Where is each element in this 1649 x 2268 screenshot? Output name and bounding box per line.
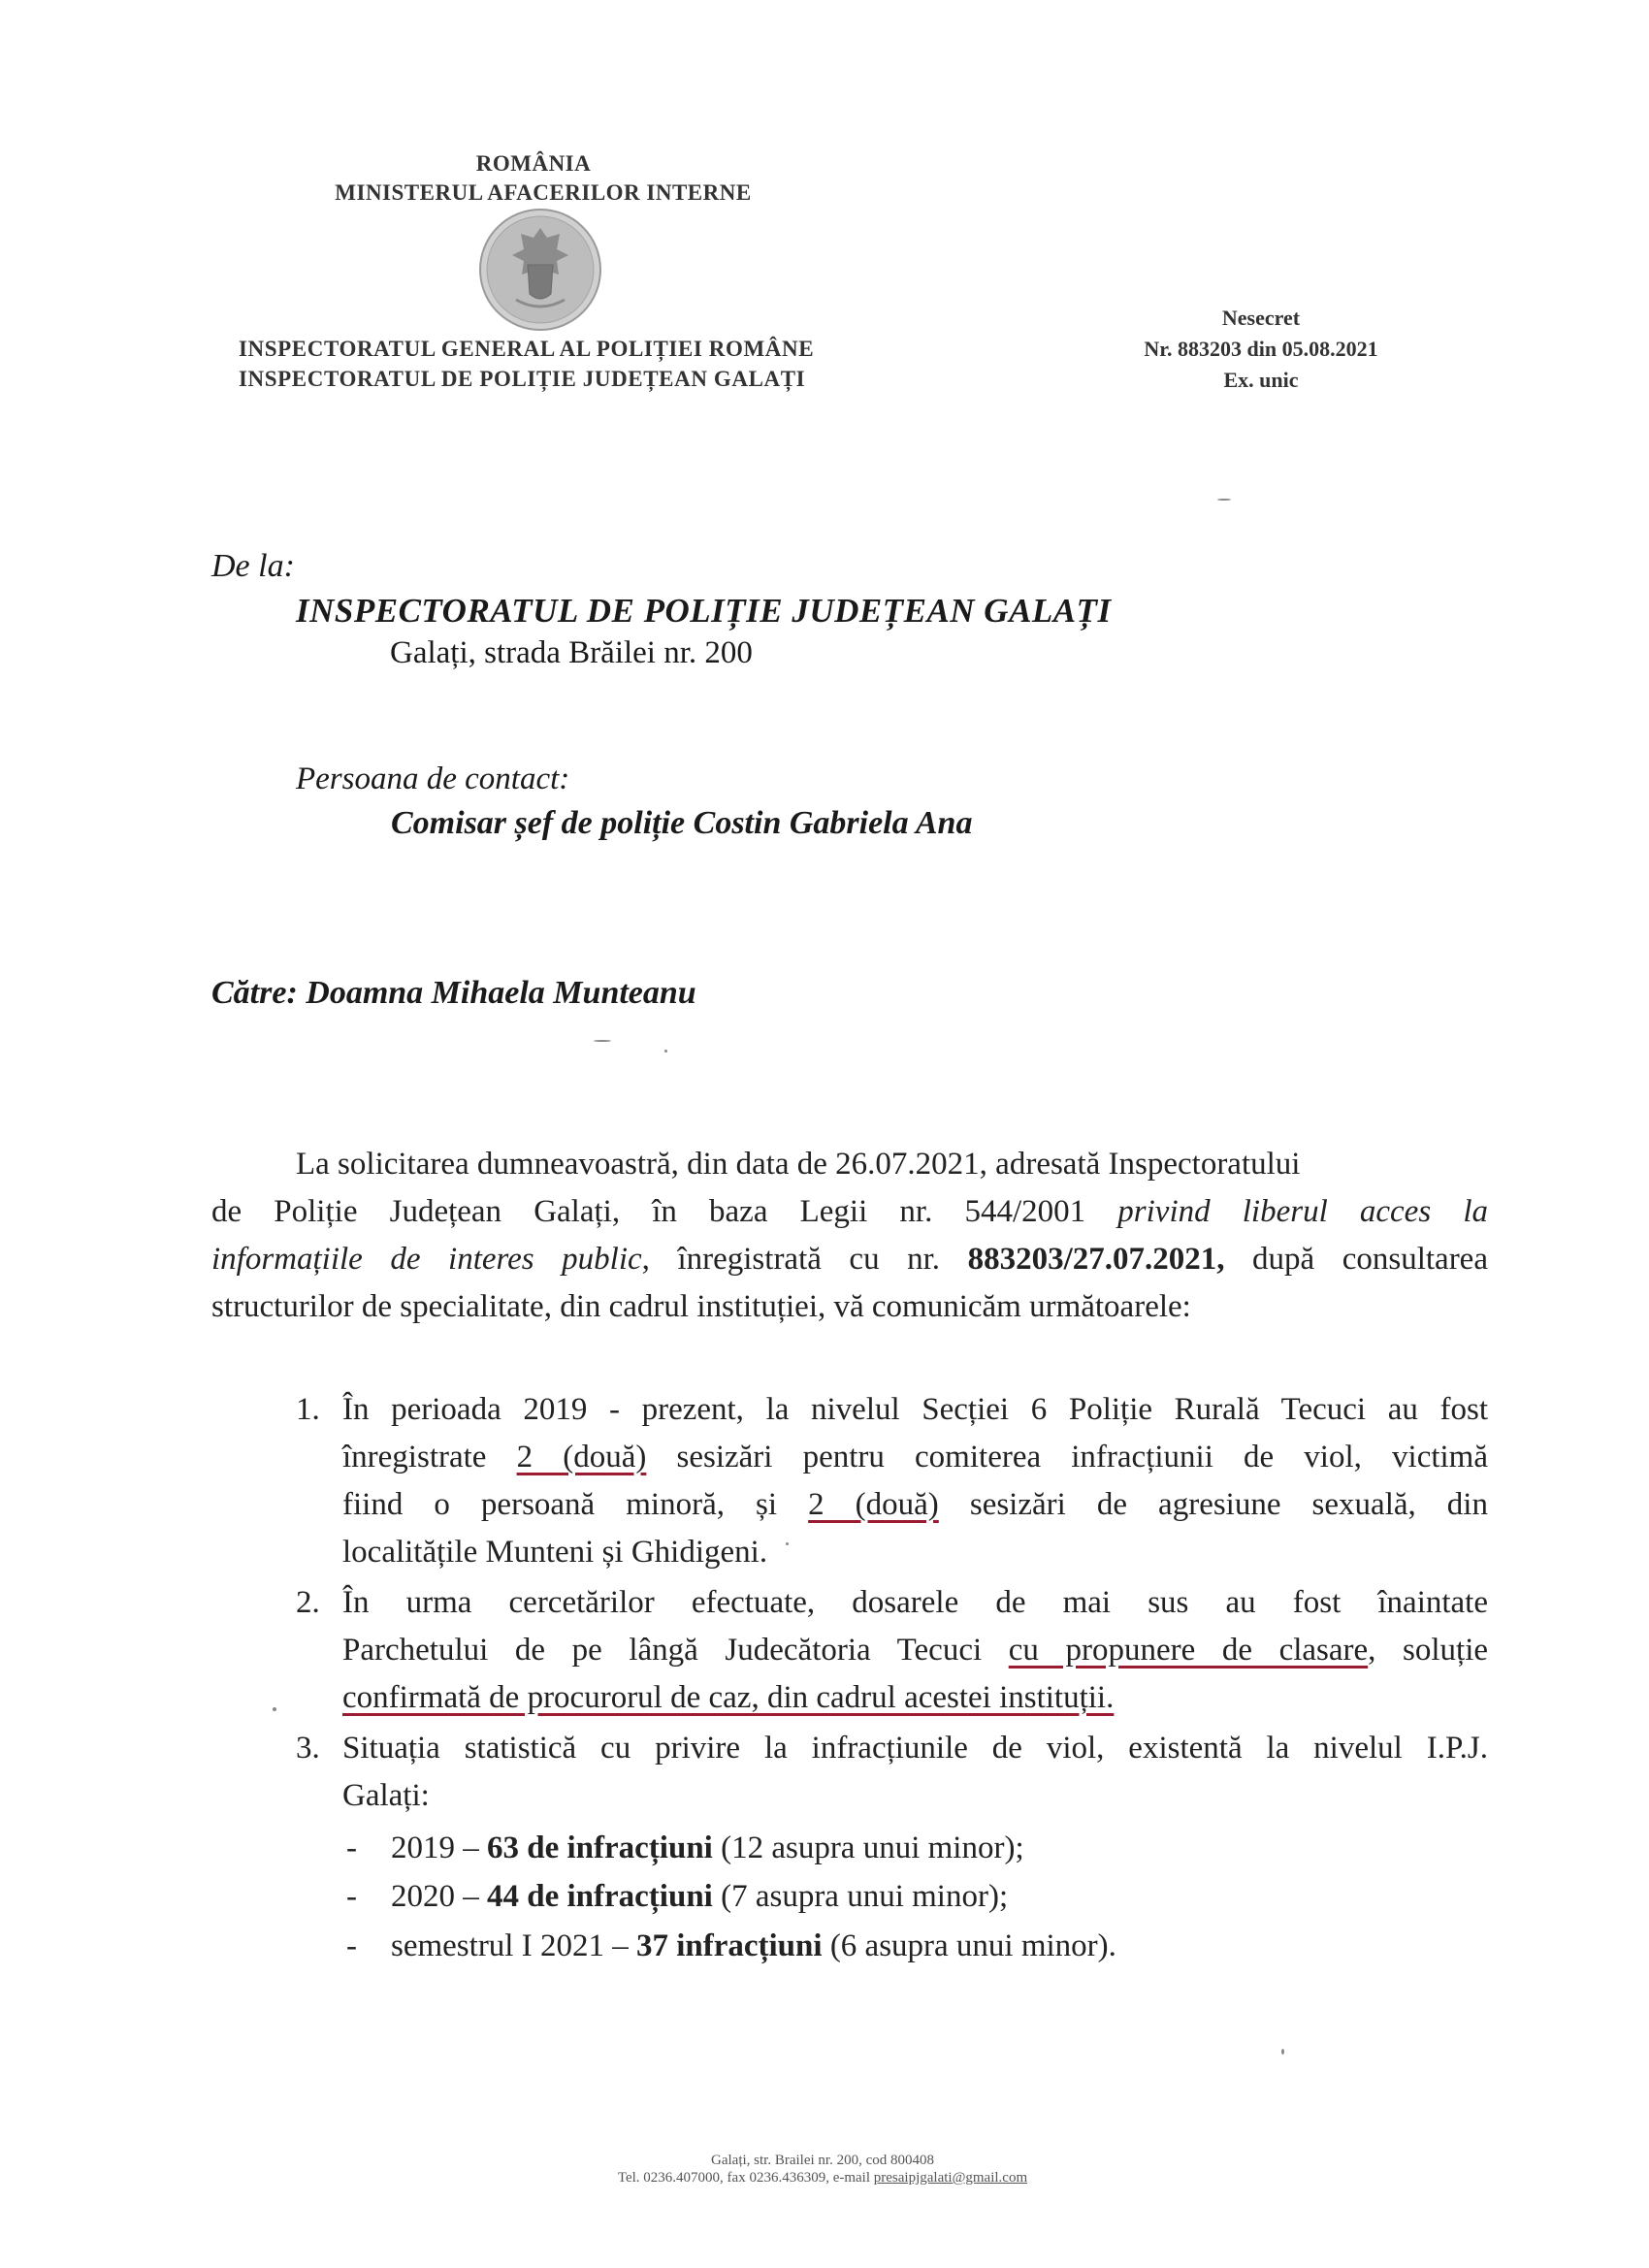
scan-speck [1281, 2049, 1284, 2055]
intro-line-4: structurilor de specialitate, din cadrul instituției, vă comunicăm următoarele: [211, 1289, 1191, 1324]
footer-address: Galați, str. Brailei nr. 200, cod 800408 [711, 2153, 934, 2168]
intro-line-2 [211, 1187, 1488, 1236]
item-1-number: 1. [296, 1392, 320, 1427]
intro-after-text: după consultarea [1224, 1242, 1488, 1277]
underlined-count-aggression: 2 (două) [808, 1487, 939, 1522]
item-1-line-2 [342, 1433, 1488, 1481]
underlined-confirmation: confirmată de procurorul de caz, din cadrul acestei instituții. [342, 1680, 1115, 1715]
item-1-text-b: sesizări pentru comiterea infracțiunii de viol, victimă [646, 1440, 1488, 1474]
item-3-line-2: Galați: [342, 1778, 430, 1813]
scan-speck [786, 1542, 789, 1545]
item-2-line-2 [342, 1626, 1488, 1674]
stat-2021-dash: - [346, 1928, 357, 1963]
stat-2019-dash: - [346, 1831, 357, 1865]
from-institution: INSPECTORATUL DE POLIȚIE JUDEȚEAN GALAȚI [296, 592, 1112, 630]
scan-speck [1217, 499, 1231, 501]
item-1-line-3 [342, 1480, 1488, 1529]
scan-speck [594, 1040, 611, 1042]
contact-name: Comisar șef de poliție Costin Gabriela Ana [391, 805, 973, 841]
stat-2021-count: 37 infracțiuni [635, 1928, 823, 1963]
header-country: ROMÂNIA [475, 151, 592, 176]
item-1-text-a: înregistrate [342, 1440, 517, 1474]
scan-speck [273, 1707, 276, 1711]
stat-2020-minors: (7 asupra unui minor); [712, 1879, 1009, 1914]
underlined-dismissal-proposal: cu propunere de clasare [1008, 1633, 1369, 1668]
stat-2020-year: 2020 – [391, 1879, 487, 1914]
underlined-count-rape: 2 (două) [516, 1440, 647, 1474]
item-2-text-b: , soluție [1368, 1633, 1489, 1668]
stat-2019-minors: (12 asupra unui minor); [712, 1831, 1024, 1865]
footer-contact [532, 2169, 1114, 2187]
intro-line-2-text: de Poliție Județean Galați, în baza Legii nr. 544/2001 [211, 1194, 1118, 1229]
header-igpr: INSPECTORATUL GENERAL AL POLIȚIEI ROMÂNE [239, 337, 815, 361]
item-2-line-1: În urma cercetărilor efectuate, dosarele de mai sus au fost înaintate [342, 1585, 1488, 1620]
footer-email-link[interactable]: presaipjgalati@gmail.com [873, 2170, 1028, 2186]
contact-label: Persoana de contact: [296, 761, 570, 796]
classification-label: Nesecret [1221, 306, 1301, 330]
stat-2019-year: 2019 – [391, 1831, 487, 1865]
item-1-line-1: În perioada 2019 - prezent, la nivelul Secției 6 Poliție Rurală Tecuci au fost [342, 1392, 1488, 1427]
from-label: De la: [211, 548, 295, 584]
item-1-text-c: fiind o persoană minoră, și [342, 1487, 809, 1522]
stat-2021 [391, 1922, 1116, 1970]
item-2-line-3 [342, 1673, 1114, 1722]
law-title-part-2: informațiile de interes public [211, 1242, 642, 1277]
registration-number: Nr. 883203 din 05.08.2021 [1144, 337, 1378, 361]
stat-2021-minors: (6 asupra unui minor). [822, 1928, 1116, 1963]
stat-2020 [391, 1872, 1008, 1921]
scan-speck [664, 1050, 667, 1053]
stat-2021-period: semestrul I 2021 – [391, 1928, 636, 1963]
stat-2020-count: 44 de infracțiuni [487, 1879, 713, 1914]
item-2-number: 2. [296, 1585, 320, 1620]
request-number: 883203/27.07.2021, [967, 1242, 1225, 1277]
copy-label: Ex. unic [1223, 368, 1299, 392]
stat-2020-dash: - [346, 1879, 357, 1914]
coat-of-arms-seal [477, 207, 603, 333]
item-3-number: 3. [296, 1731, 320, 1766]
stat-2019 [391, 1824, 1024, 1872]
from-address: Galați, strada Brăilei nr. 200 [390, 635, 753, 670]
item-1-text-d: sesizări de agresiune sexuală, din [938, 1487, 1488, 1522]
footer-phone-fax: Tel. 0236.407000, fax 0236.436309, e-mail [617, 2170, 874, 2186]
intro-registered-text: , înregistrată cu nr. [641, 1242, 968, 1277]
intro-line-3 [211, 1235, 1488, 1283]
recipient-line: Către: Doamna Mihaela Munteanu [211, 975, 696, 1011]
header-ministry: MINISTERUL AFACERILOR INTERNE [335, 180, 752, 205]
intro-line-1: La solicitarea dumneavoastră, din data de 26.07.2021, adresată Inspectoratului [296, 1147, 1301, 1182]
stat-2019-count: 63 de infracțiuni [487, 1831, 713, 1865]
law-title-part-1: privind liberul acces la [1117, 1194, 1488, 1229]
item-1-line-4: localitățile Munteni și Ghidigeni. [342, 1535, 768, 1570]
header-ipj: INSPECTORATUL DE POLIȚIE JUDEȚEAN GALAȚI [239, 367, 806, 391]
item-2-text-a: Parchetului de pe lângă Judecătoria Tecuci [342, 1633, 1009, 1668]
item-3-line-1: Situația statistică cu privire la infracțiunile de viol, existentă la nivelul I.P.J. [342, 1731, 1488, 1766]
